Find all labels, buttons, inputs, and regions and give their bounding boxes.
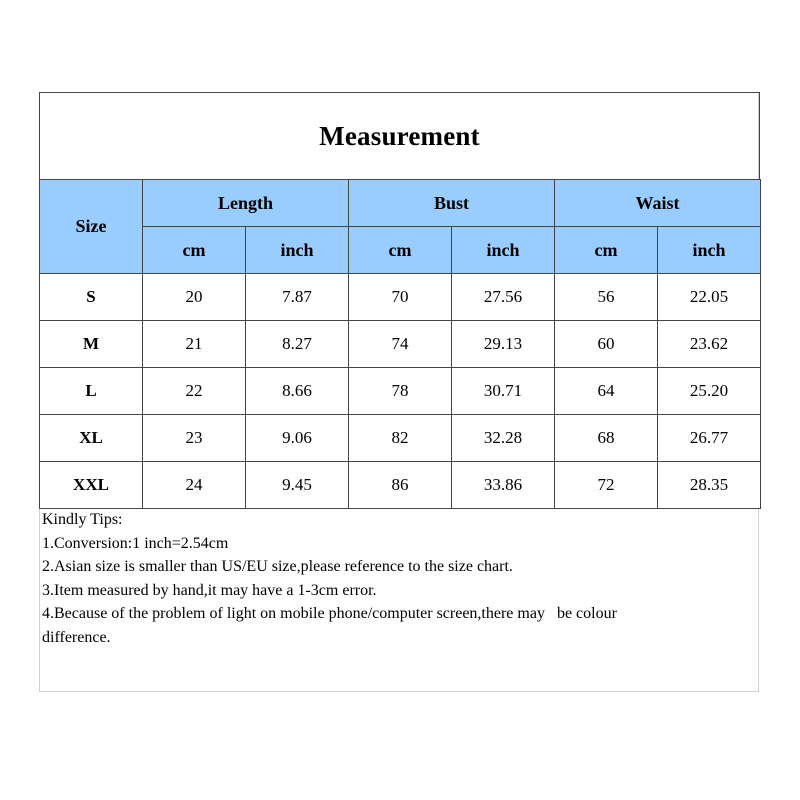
- table-row: [40, 274, 761, 321]
- table-cell: 8.66: [246, 368, 349, 415]
- table-cell: 22.05: [658, 274, 761, 321]
- table-row: [40, 462, 761, 509]
- table-cell: 21: [143, 321, 246, 368]
- unit-header: inch: [658, 227, 761, 274]
- table-cell: 7.87: [246, 274, 349, 321]
- table-cell: 86: [349, 462, 452, 509]
- tip-line: 1.Conversion:1 inch=2.54cm: [42, 534, 229, 552]
- table-cell: 29.13: [452, 321, 555, 368]
- tip-line: 2.Asian size is smaller than US/EU size,please reference to the size chart.: [42, 558, 513, 575]
- size-table: [39, 179, 761, 509]
- unit-header: cm: [349, 227, 452, 274]
- bust-group-header: Bust: [349, 180, 555, 227]
- tips-heading: Kindly Tips:: [42, 511, 123, 528]
- unit-header: inch: [452, 227, 555, 274]
- table-cell: 70: [349, 274, 452, 321]
- table-row: [40, 368, 761, 415]
- size-cell: L: [40, 368, 143, 415]
- table-cell: 22: [143, 368, 246, 415]
- table-cell: 9.06: [246, 415, 349, 462]
- tip-line: 3.Item measured by hand,it may have a 1-3cm error.: [42, 581, 377, 599]
- table-cell: 82: [349, 415, 452, 462]
- header-row-groups: [40, 180, 761, 227]
- size-column-header: Size: [40, 180, 143, 274]
- table-cell: 60: [555, 321, 658, 368]
- size-cell: XXL: [40, 462, 143, 509]
- table-cell: 64: [555, 368, 658, 415]
- header-row-units: [40, 227, 761, 274]
- chart-title: Measurement: [319, 121, 480, 151]
- table-cell: 56: [555, 274, 658, 321]
- unit-header: cm: [555, 227, 658, 274]
- table-cell: 23.62: [658, 321, 761, 368]
- table-cell: 27.56: [452, 274, 555, 321]
- table-cell: 72: [555, 462, 658, 509]
- title-box: [39, 92, 760, 180]
- size-cell: XL: [40, 415, 143, 462]
- table-cell: 30.71: [452, 368, 555, 415]
- table-cell: 74: [349, 321, 452, 368]
- table-cell: 9.45: [246, 462, 349, 509]
- table-cell: 32.28: [452, 415, 555, 462]
- size-cell: S: [40, 274, 143, 321]
- table-cell: 68: [555, 415, 658, 462]
- table-cell: 25.20: [658, 368, 761, 415]
- tip-line: 4.Because of the problem of light on mobile phone/computer screen,there may be colour: [42, 605, 617, 622]
- waist-group-header: Waist: [555, 180, 761, 227]
- table-cell: 33.86: [452, 462, 555, 509]
- table-row: [40, 415, 761, 462]
- unit-header: cm: [143, 227, 246, 274]
- table-cell: 26.77: [658, 415, 761, 462]
- size-cell: M: [40, 321, 143, 368]
- unit-header: inch: [246, 227, 349, 274]
- table-cell: 23: [143, 415, 246, 462]
- table-cell: 20: [143, 274, 246, 321]
- table-row: [40, 321, 761, 368]
- table-cell: 24: [143, 462, 246, 509]
- tip-line: difference.: [42, 628, 111, 646]
- table-cell: 28.35: [658, 462, 761, 509]
- table-cell: 78: [349, 368, 452, 415]
- table-cell: 8.27: [246, 321, 349, 368]
- tips-section: [42, 508, 742, 649]
- length-group-header: Length: [143, 180, 349, 227]
